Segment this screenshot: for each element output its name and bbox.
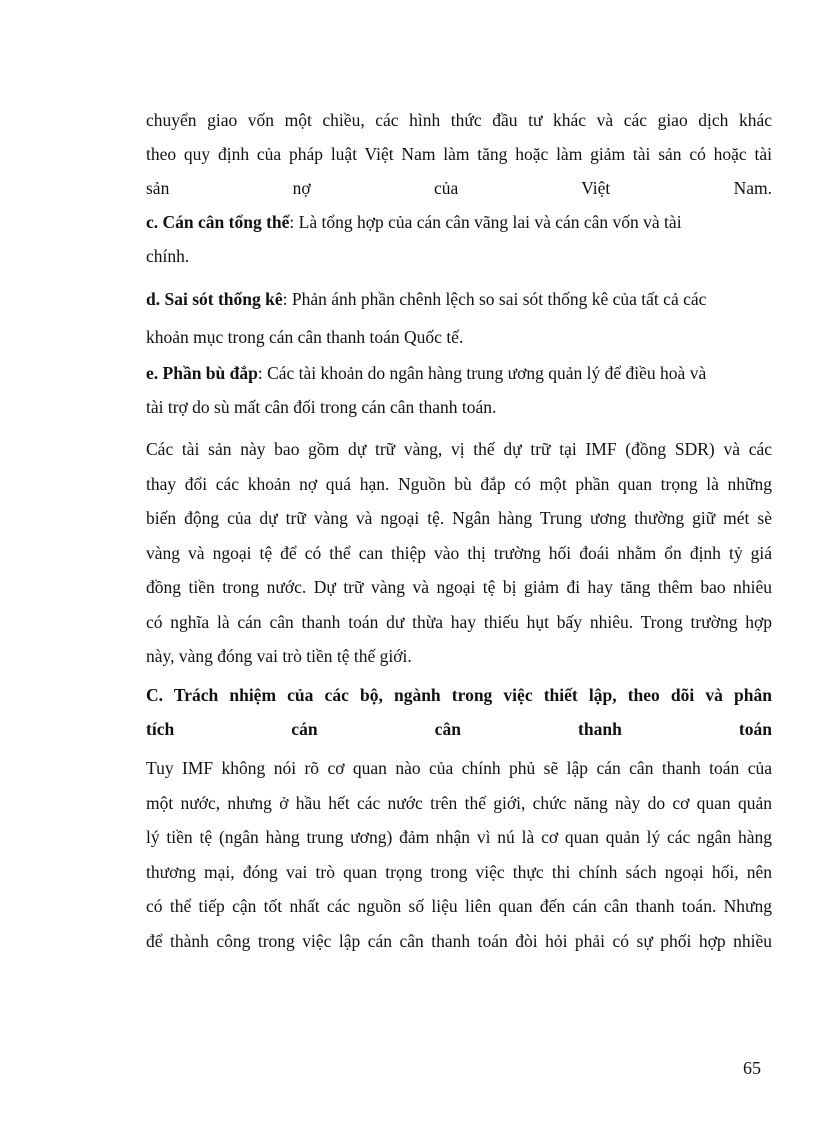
section-d-text: : Phản ánh phần chênh lệch so sai sót thống kê của tất cả các [282, 289, 707, 309]
section-c [146, 205, 772, 273]
text-line: thay đổi các khoản nợ quá hạn. Nguồn bù đắp có một phần quan trọng là những [146, 473, 772, 494]
text-line: khoản mục trong cán cân thanh toán Quốc tế. [146, 327, 464, 347]
text-line [146, 280, 772, 318]
text-line: tài trợ do sù mất cân đối trong cán cân thanh toán. [146, 397, 497, 417]
text-line: Tuy IMF không nói rõ cơ quan nào của chính phủ sẽ lập cán cân thanh toán của [146, 758, 772, 778]
text-line: theo quy định của pháp luật Việt Nam làm tăng hoặc làm giảm tài sản có hoặc tài [146, 144, 772, 164]
section-e [146, 356, 772, 424]
paragraph-imf [146, 751, 772, 958]
text-line: có thể tiếp cận tốt nhất các nguồn số liệu liên quan đến cán cân thanh toán. Nhưng [146, 896, 772, 916]
text-line: có nghĩa là cán cân thanh toán dư thừa hay thiếu hụt bấy nhiêu. Trong trường hợp [146, 611, 772, 632]
section-e-label: e. Phần bù đắp [146, 363, 258, 383]
text-line: chính. [146, 246, 190, 266]
text-line: vàng và ngoại tệ để có thể can thiệp vào thị trường hối đoái nhằm ổn định tỷ giá [146, 542, 772, 563]
text-line: một nước, nhưng ở hầu hết các nước trên thế giới, chức năng này do cơ quan quản [146, 792, 772, 813]
text-line: lý tiền tệ (ngân hàng trung ương) đảm nhận vì nú là cơ quan quản lý các ngân hàng [146, 827, 772, 847]
section-c-text: : Là tổng hợp của cán cân vãng lai và cán cân vốn và tài [289, 212, 682, 232]
section-heading [146, 678, 772, 746]
text-line [146, 205, 772, 239]
page-number: 65 [743, 1058, 761, 1078]
section-e-text: : Các tài khoản do ngân hàng trung ương quản lý để điều hoà và [257, 363, 707, 383]
heading-line: tích cán cân thanh toán [146, 719, 772, 739]
text-line: sản nợ của Việt Nam. [146, 178, 772, 198]
section-d-label: d. Sai sót thống kê [146, 289, 283, 309]
section-c-label: c. Cán cân tổng thể [146, 212, 290, 232]
text-line: Các tài sản này bao gồm dự trữ vàng, vị thế dự trữ tại IMF (đồng SDR) và các [146, 439, 772, 459]
text-line: biến động của dự trữ vàng và ngoại tệ. Ngân hàng Trung ương thường giữ mét sè [146, 508, 772, 528]
text-line [146, 356, 772, 390]
text-line: này, vàng đóng vai trò tiền tệ thế giới. [146, 646, 412, 666]
text-line: đồng tiền trong nước. Dự trữ vàng và ngoại tệ bị giảm đi hay tăng thêm bao nhiêu [146, 577, 772, 597]
text-line: chuyển giao vốn một chiều, các hình thức đầu tư khác và các giao dịch khác [146, 110, 772, 130]
paragraph-reserves [146, 432, 772, 674]
paragraph-intro [146, 103, 772, 205]
text-line: để thành công trong việc lập cán cân thanh toán đòi hỏi phải có sự phối hợp nhiều [146, 930, 772, 951]
text-line: thương mại, đóng vai trò quan trọng trong việc thực thi chính sách ngoại hối, nên [146, 861, 772, 882]
section-d [146, 280, 772, 356]
heading-line: C. Trách nhiệm của các bộ, ngành trong việc thiết lập, theo dõi và phân [146, 685, 772, 705]
